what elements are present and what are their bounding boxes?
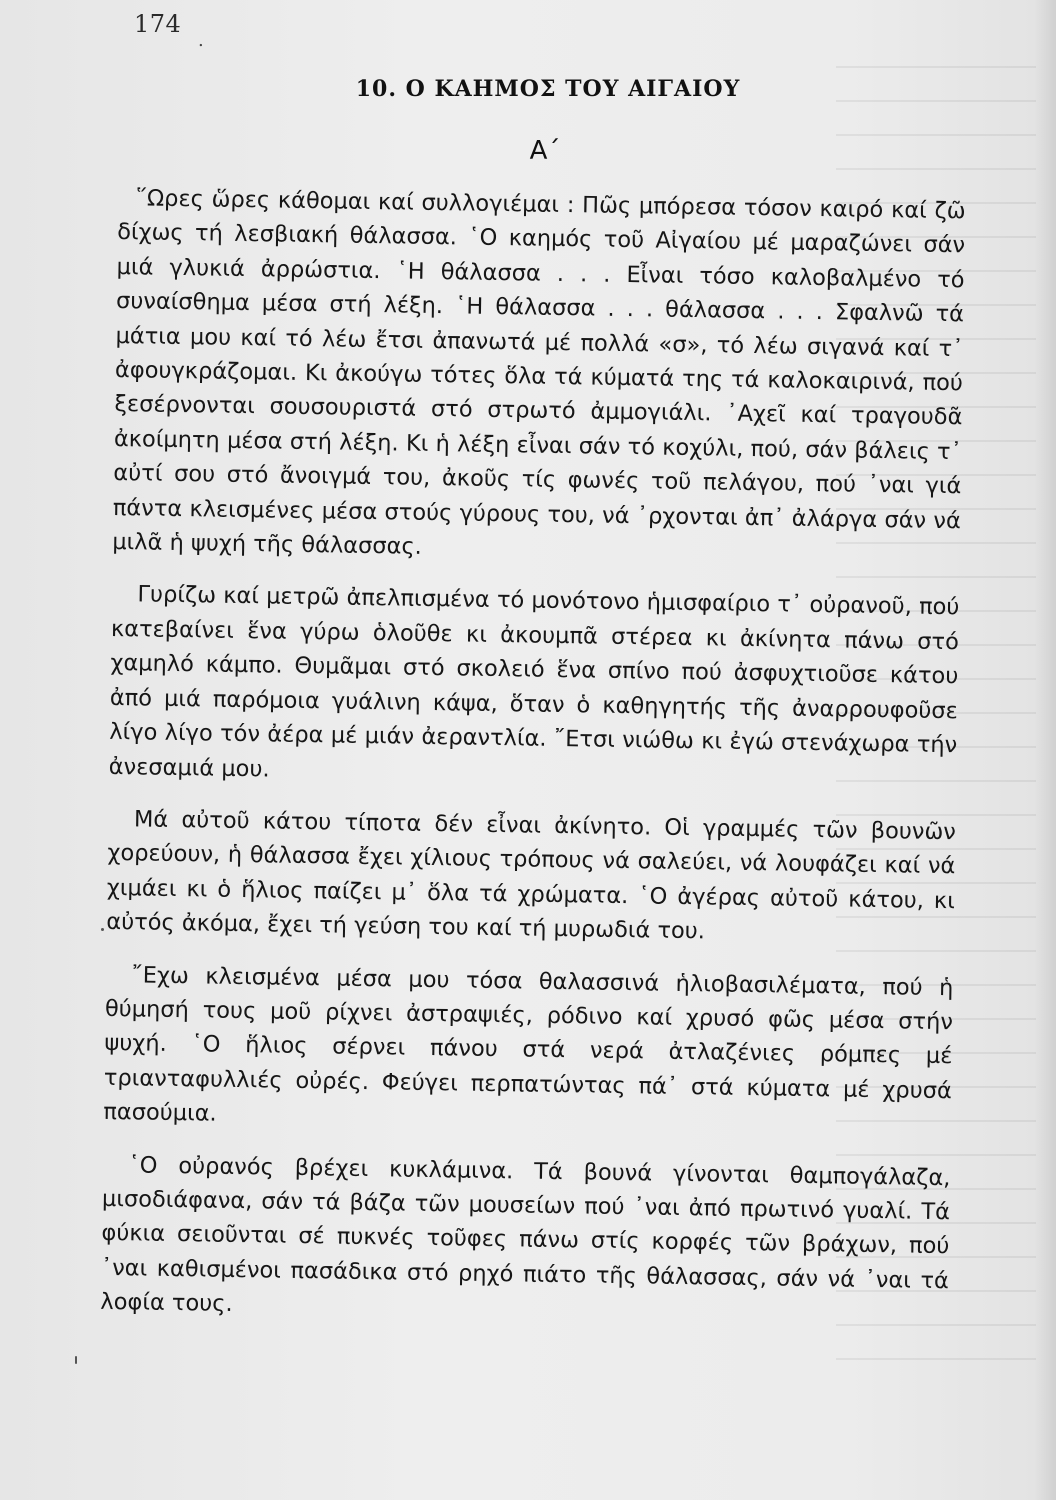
paragraph-2: Γυρίζω καί μετρῶ ἀπελπισμένα τό μονότονο ἡμισφαίριο τ᾽ οὐρανοῦ, πού κατεβαίνει ἕνα γύρω ὁλοῦθε κι ἀκουμπᾶ στέρεα κι ἀκίνητα πάνω στό χαμηλό κάμπο. Θυμᾶμαι στό σκολειό ἕνα σπίνο πού ἀσφυχτιοῦσε κάτου ἀπό μιά παρόμοια γυάλινη κάψα, ὅταν ὁ καθηγητής τῆς ἀναρρουφοῦσε λίγο λίγο τόν ἀέρα μέ μιάν ἀεραντλία. ῎Ετσι νιώθω κι ἐγώ στενάχωρα τήν ἀνεσαμιά μου. [108,581,960,782]
paragraph-3: Μά αὐτοῦ κάτου τίποτα δέν εἶναι ἀκίνητο. Οἱ γραμμές τῶν βουνῶν χορεύουν, ἡ θάλασσα ἔχει χίλιους τρόπους νά σαλεύει, νά λουφάζει καί νά χιμάει κι ὁ ἥλιος παίζει μ᾽ ὅλα τά χρώματα. ῾Ο ἀγέρας αὐτοῦ κάτου, κι αὐτός ἀκόμα, ἔχει τή γεύση του καί τή μυρωδιά του. [106,806,957,945]
paragraph-1: ῞Ωρες ὥρες κάθομαι καί συλλογιέμαι : Πῶς μπόρεσα τόσον καιρό καί ζῶ δίχως τή λεσβιακή θάλασσα. ῾Ο καημός τοῦ Αἰγαίου μέ μαραζώνει σάν μιά γλυκιά ἀρρώστια. ῾Η θάλασσα . . . Εἶναι τόσο καλοβαλμένο τό συναίσθημα μέσα στή λέξη. ῾Η θάλασσα . . . θάλασσα . . . Σφαλνῶ τά μάτια μου καί τό λέω ἔτσι ἀπανωτά μέ πολλά «σ», τό λέω σιγανά καί τ᾽ ἀφουγκράζομαι. Κι ἀκούγω τότες ὅλα τά κύματά της τά καλοκαιρινά, πού ξεσέρνονται σουσουριστά στό στρωτό ἀμμογιάλι. ᾿Αχεῖ καί τραγουδᾶ ἀκοίμητη μέσα στή λέξη. Κι ἡ λέξη εἶναι σάν τό κοχύλι, πού, σάν βάλεις τ᾽ αὐτί σου στό ἄνοιγμά του, ἀκοῦς τίς φωνές τοῦ πελάγου, πού ᾽ναι γιά πάντα κλεισμένες μέσα στούς γύρους του, νά ᾽ρχονται ἀπ᾽ ἀλάργα σάν νά μιλᾶ ἡ ψυχή τῆς θάλασσας. [112,185,966,560]
section-marker: Α΄ [529,136,561,166]
page-number: 174 [134,10,182,38]
print-speck [75,1356,77,1364]
paragraph-5: ῾Ο οὐρανός βρέχει κυκλάμινα. Τά βουνά γίνονται θαμπογάλαζα, μισοδιάφανα, σάν τά βάζα τῶν μουσείων πού ᾽ναι ἀπό πρωτινό γυαλί. Τά φύκια σειοῦνται σέ πυκνές τοῦφες πάνω στίς κορφές τῶν βράχων, πού ᾽ναι καθισμένοι πασάδικα στό ρηχό πιάτο τῆς θάλασσας, σάν νά ᾽ναι τά λοφία τους. [100,1151,951,1318]
print-speck [101,928,104,931]
chapter-title: 10. Ο ΚΑΗΜΟΣ ΤΟΥ ΑΙΓΑΙΟΥ [355,76,741,102]
paragraph-4: ῎Εχω κλεισμένα μέσα μου τόσα θαλασσινά ἡλιοβασιλέματα, πού ἡ θύμησή τους μοῦ ρίχνει ἀστραψιές, ρόδινο καί χρυσό φῶς μέσα στήν ψυχή. ῾Ο ἥλιος σέρνει πάνου στά νερά ἀτλαζένιες ρόμπες μέ τριανταφυλλιές οὐρές. Φεύγει περπατώντας πά᾽ στά κύματα μέ χρυσά πασούμια. [103,961,954,1127]
page-edge-shadow [1034,0,1056,1500]
body-text [100,181,966,1333]
page-number-mark: . [198,30,204,51]
